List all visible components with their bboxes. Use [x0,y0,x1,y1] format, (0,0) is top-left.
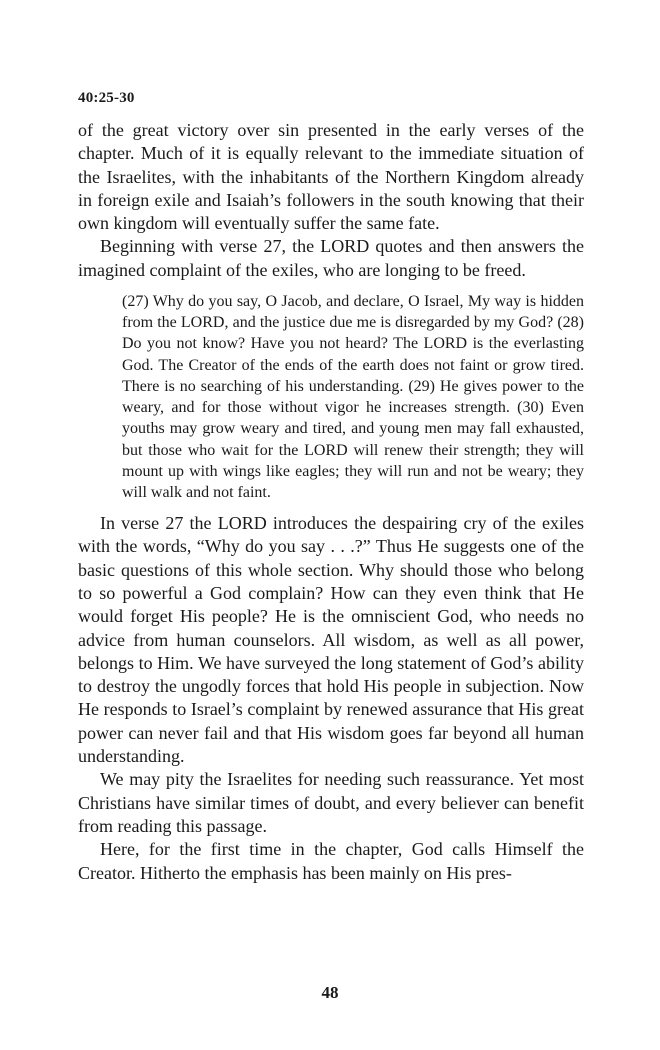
paragraph-3: In verse 27 the LORD introduces the despairing cry of the exiles with the words, “Why do you say . . .?” Thus He suggests one of the basic questions of this whole section. Why should those who belong to so powerful a God complain? How can they even think that He would forget His people? He is the omniscient God, who needs no advice from human counselors. All wisdom, as well as all power, belongs to Him. We have surveyed the long statement of God’s ability to destroy the ungodly forces that hold His people in subjection. Now He responds to Israel’s complaint by renewed assurance that His great power can never fail and that His wisdom goes far beyond all human understanding. [78,513,584,767]
scripture-quote: (27) Why do you say, O Jacob, and declare, O Israel, My way is hidden from the LORD, and the justice due me is disregarded by my God? (28) Do you not know? Have you not heard? The LORD is the everlasting God. The Creator of the ends of the earth does not faint or grow tired. There is no searching of his understanding. (29) He gives power to the weary, and for those without vigor he increases strength. (30) Even youths may grow weary and tired, and young men may fall exhausted, but those who wait for the LORD will renew their strength; they will mount up with wings like eagles; they will run and not be weary; they will walk and not faint. [122,293,584,501]
paragraph-1: of the great victory over sin presented in the early verses of the chapter. Much of it is equally relevant to the immediate situation of the Israelites, with the inhabitants of the Northern Kingdom already in foreign exile and Isaiah’s followers in the south knowing that their own kingdom will eventually suffer the same fate. [78,120,584,234]
paragraph-2: Beginning with verse 27, the LORD quotes and then answers the imagined complaint of the exiles, who are longing to be freed. [78,236,584,280]
paragraph-5: Here, for the first time in the chapter, God calls Himself the Creator. Hitherto the emphasis has been mainly on His pres- [78,839,584,883]
paragraph-4: We may pity the Israelites for needing such reassurance. Yet most Christians have similar times of doubt, and every believer can benefit from reading this passage. [78,769,584,836]
body-text [78,119,584,885]
page-number: 48 [321,983,339,1002]
running-head: 40:25-30 [78,90,135,106]
